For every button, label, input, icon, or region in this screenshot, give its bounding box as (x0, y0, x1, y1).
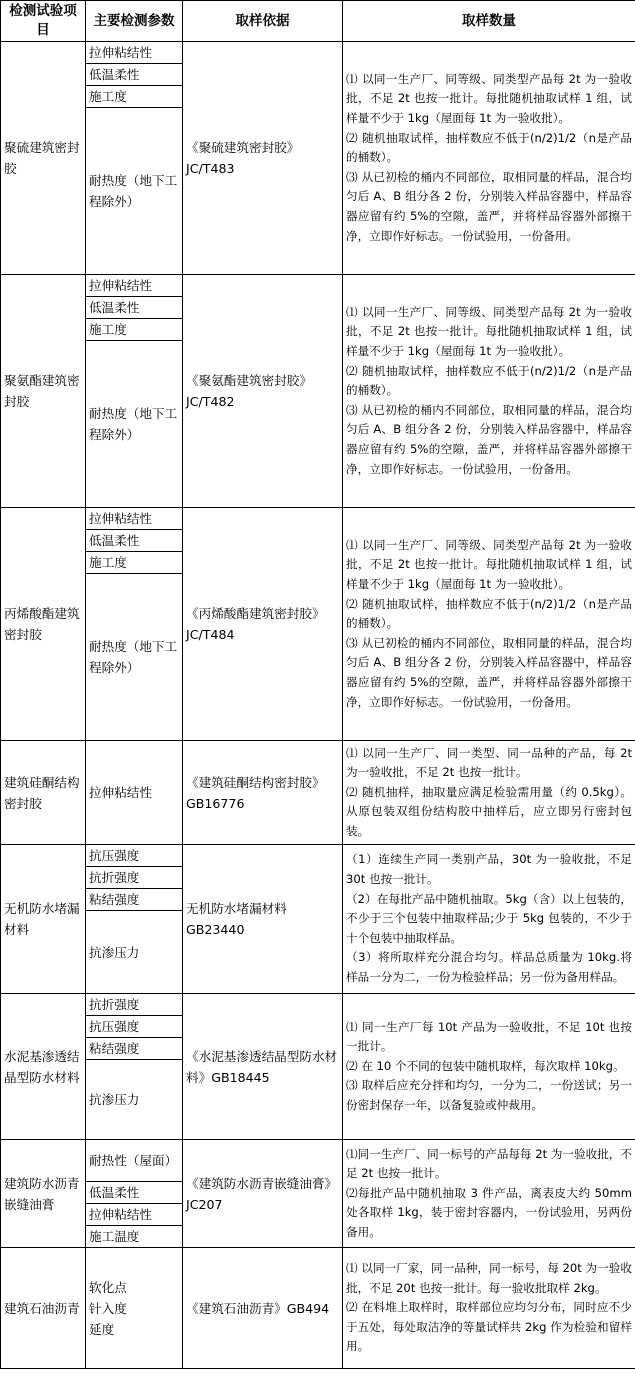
test-parameter-list (86, 1248, 183, 1369)
test-item-name: 丙烯酸酯建筑密封胶 (1, 508, 86, 741)
sampling-basis: 《丙烯酸酯建筑密封胶》JC/T484 (183, 508, 343, 741)
test-parameter: 耐热性（屋面） (86, 1140, 183, 1182)
test-parameter: 拉伸粘结性 (86, 508, 183, 530)
quantity-clause: ⑴同一生产厂、同一标号的产品每每 2t 为一验收批，不足 2t 也按一批计。 (346, 1146, 632, 1181)
quantity-clause: ⑵ 随机抽取试样，抽样数应不低于(n/2)1/2（n是产品的桶数）。 (346, 363, 632, 398)
sampling-quantity (343, 741, 635, 845)
table-row (1, 845, 635, 867)
test-parameter: 粘结强度 (86, 889, 183, 911)
quantity-clause: ⑴ 以同一生产厂、同一类型、同一品种的产品，每 2t 为一验收批，不足 2t 也按一批计。 (346, 745, 632, 780)
sampling-basis: 无机防水堵漏材料 GB23440 (183, 845, 343, 994)
sampling-quantity (343, 994, 635, 1140)
sampling-basis: 《聚氨酯建筑密封胶》JC/T482 (183, 275, 343, 508)
sampling-quantity (343, 845, 635, 994)
test-parameter: 施工度 (86, 319, 183, 341)
quantity-clause: ⑵ 随机抽取试样，抽样数应不低于(n/2)1/2（n是产品的桶数）。 (346, 130, 632, 165)
table-row (1, 508, 635, 530)
test-parameter: 粘结强度 (86, 1038, 183, 1060)
table-row (1, 1140, 635, 1182)
test-item-name: 建筑硅酮结构密封胶 (1, 741, 86, 845)
header-params: 主要检测参数 (86, 1, 183, 42)
test-parameter: 耐热度（地下工程除外） (86, 108, 183, 275)
test-parameter: 拉伸粘结性 (86, 42, 183, 64)
test-parameter: 抗折强度 (86, 994, 183, 1016)
quantity-clause: ⑴ 以同一厂家，同一品种，同一标号，每 20t 为一验收批，不足 20t 也按一批计。每一验收批取样 2kg。 (346, 1261, 632, 1295)
sampling-quantity (343, 42, 635, 275)
quantity-clause: ⑵ 在 10 个不同的包装中随机取样，每次取样 10kg。 (346, 1058, 625, 1073)
quantity-clause: ⑵ 随机抽取试样，抽样数应不低于(n/2)1/2（n是产品的桶数）。 (346, 596, 632, 631)
quantity-clause: ⑵每批产品中随机抽取 3 件产品，离表皮大约 50mm 处各取样 1kg，装于密封容器内，一份试验用，另两份备用。 (346, 1185, 632, 1239)
test-parameter: 拉伸粘结性 (86, 741, 183, 845)
quantity-clause: ⑴ 同一生产厂每 10t 产品为一验收批，不足 10t 也按一批计。 (346, 1019, 632, 1054)
test-parameter: 耐热度（地下工程除外） (86, 341, 183, 508)
header-row (1, 1, 635, 42)
quantity-clause: ⑴ 以同一生产厂、同等级、同类型产品每 2t 为一验收批，不足 2t 也按一批计。每批随机抽取试样 1 组，试样量不少于 1kg（屋面每 1t 为一验收批）。 (346, 71, 632, 126)
test-parameter: 低温柔性 (86, 64, 183, 86)
test-parameter: 低温柔性 (86, 530, 183, 552)
quantity-clause: ⑶ 从已初检的桶内不同部位，取相同量的样品，混合均匀后 A、B 组分各 2 份，分别装入样品容器中，样品容器应留有约 5%的空隙，盖严，并将样品容器外部擦干净，立即作好标志。一份试验用，一份备用。 (346, 169, 632, 243)
test-parameter: 耐热度（地下工程除外） (86, 574, 183, 741)
table-row (1, 42, 635, 64)
test-item-name: 水泥基渗透结晶型防水材料 (1, 994, 86, 1140)
quantity-clause: ⑵ 随机抽样，抽取量应满足检验需用量（约 0.5kg）。从原包装双组份结构胶中抽样后，应立即另行密封包装。 (346, 784, 632, 838)
sampling-basis: 《建筑防水沥青嵌缝油膏》JC207 (183, 1140, 343, 1248)
sampling-quantity (343, 1140, 635, 1248)
test-item-name: 建筑石油沥青 (1, 1248, 86, 1369)
quantity-clause: ⑴ 以同一生产厂、同等级、同类型产品每 2t 为一验收批，不足 2t 也按一批计。每批随机抽取试样 1 组，试样量不少于 1kg（屋面每 1t 为一验收批）。 (346, 537, 632, 592)
sampling-basis: 《建筑石油沥青》GB494 (183, 1248, 343, 1369)
test-parameter: 低温柔性 (86, 297, 183, 319)
quantity-clause: ⑶ 取样后应充分拌和均匀，一分为二，一份送试；另一份密封保存一年，以备复验或仲裁用。 (346, 1078, 632, 1112)
table-row (1, 741, 635, 845)
test-item-name: 聚硫建筑密封胶 (1, 42, 86, 275)
table-row (1, 275, 635, 297)
test-parameter: 延度 (89, 1321, 115, 1337)
test-parameter: 抗压强度 (86, 1016, 183, 1038)
table-row (1, 994, 635, 1016)
test-parameter: 软化点 (89, 1279, 127, 1295)
sampling-basis: 《水泥基渗透结晶型防水材料》GB18445 (183, 994, 343, 1140)
test-item-name: 无机防水堵漏材料 (1, 845, 86, 994)
test-parameter: 抗渗压力 (86, 1060, 183, 1140)
header-basis: 取样依据 (183, 1, 343, 42)
test-parameter: 施工温度 (86, 1226, 183, 1248)
quantity-clause: ⑶ 从已初检的桶内不同部位，取相同量的样品，混合均匀后 A、B 组分各 2 份，分别装入样品容器中，样品容器应留有约 5%的空隙，盖严，并将样品容器外部擦干净，立即作好标志。一份试验用，一份备用。 (346, 402, 632, 476)
test-item-name: 聚氨酯建筑密封胶 (1, 275, 86, 508)
test-parameter: 拉伸粘结性 (86, 275, 183, 297)
quantity-clause: （3）将所取样充分混合均匀。样品总质量为 10kg.将样品一分为二，一份为检验样品；另一份为备用样品。 (346, 950, 632, 984)
test-parameter: 施工度 (86, 86, 183, 108)
header-quantity: 取样数量 (343, 1, 635, 42)
sampling-quantity (343, 1248, 635, 1369)
test-parameter: 针入度 (89, 1300, 127, 1316)
test-parameter: 抗渗压力 (86, 911, 183, 994)
sampling-quantity (343, 508, 635, 741)
quantity-clause: ⑴ 以同一生产厂、同等级、同类型产品每 2t 为一验收批，不足 2t 也按一批计。每批随机抽取试样 1 组，试样量不少于 1kg（屋面每 1t 为一验收批）。 (346, 304, 632, 359)
test-parameter: 抗折强度 (86, 867, 183, 889)
quantity-clause: （2）在每批产品中随机抽取。5kg（含）以上包装的，不少于三个包装中抽取样品;少于 5kg 包装的，不少于十个包装中抽取样品。 (346, 891, 632, 945)
quantity-clause: ⑵ 在料堆上取样时，取样部位应均匀分布，同时应不少于五处，每处取洁净的等量试样共 2kg 作为检验和留样用。 (346, 1300, 632, 1354)
test-parameter: 低温柔性 (86, 1182, 183, 1204)
quantity-clause: （1）连续生产同一类别产品，30t 为一验收批，不足 30t 也按一批计。 (346, 852, 632, 887)
test-parameter: 拉伸粘结性 (86, 1204, 183, 1226)
quantity-clause: ⑶ 从已初检的桶内不同部位，取相同量的样品，混合均匀后 A、B 组分各 2 份，分别装入样品容器中，样品容器应留有约 5%的空隙，盖严，并将样品容器外部擦干净，立即作好标志。一份试验用，一份备用。 (346, 635, 632, 709)
sampling-quantity (343, 275, 635, 508)
table-row (1, 1248, 635, 1369)
test-parameter: 抗压强度 (86, 845, 183, 867)
sampling-basis: 《聚硫建筑密封胶》JC/T483 (183, 42, 343, 275)
test-item-name: 建筑防水沥青嵌缝油膏 (1, 1140, 86, 1248)
test-parameter: 施工度 (86, 552, 183, 574)
header-item: 检测试验项目 (1, 1, 86, 42)
sampling-basis: 《建筑硅酮结构密封胶》GB16776 (183, 741, 343, 845)
